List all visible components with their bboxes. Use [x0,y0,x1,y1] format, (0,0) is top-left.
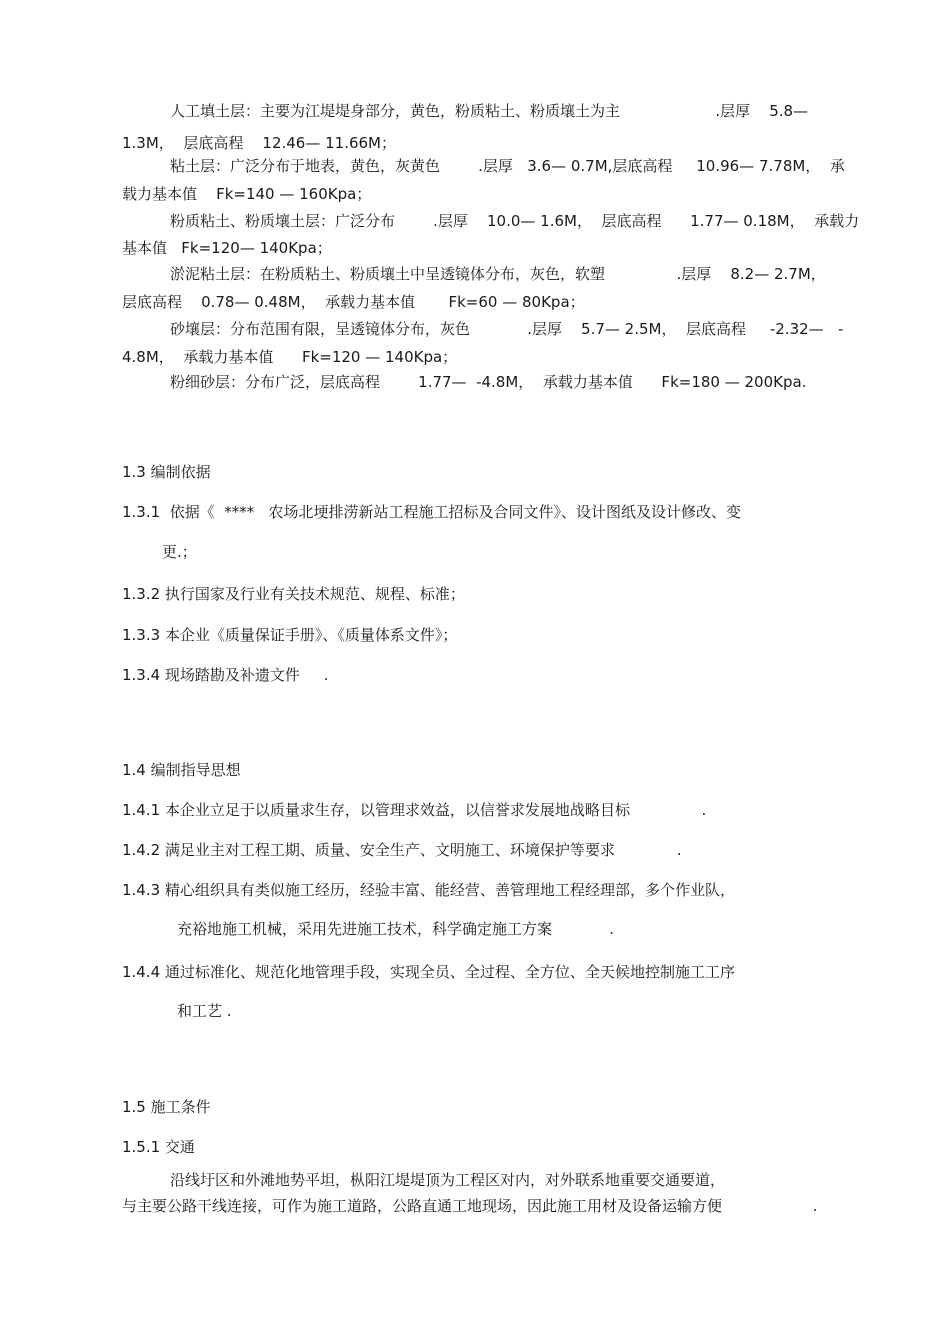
transport-paragraph-line1: 沿线圩区和外滩地势平坦，枞阳江堤堤顶为工程区对内，对外联系地重要交通要道， [170,1171,726,1189]
item-1-4-4-line1: 1.4.4 通过标准化、规范化地管理手段，实现全员、全过程、全方位、全天候地控制施工工序 [122,963,735,981]
soil-layer-1-line2: 1.3M， 层底高程 12.46— 11.66M； [122,134,396,152]
item-1-3-2: 1.3.2 执行国家及行业有关技术规范、规程、标准； [122,585,465,603]
soil-layer-5-line2: 4.8M， 承载力基本值 Fk=120 — 140Kpa； [122,348,458,366]
item-1-3-3: 1.3.3 本企业《质量保证手册》、《质量体系文件》； [122,626,458,644]
item-1-3-1-line1: 1.3.1 依据《 **** 农场北埂排涝新站工程施工招标及合同文件》、设计图纸及设计修改、变 [122,503,742,521]
soil-layer-4-line2: 层底高程 0.78— 0.48M， 承载力基本值 Fk=60 — 80Kpa； [122,293,585,311]
item-1-3-1-line2: 更.； [162,543,197,561]
soil-layer-6-line1: 粉细砂层：分布广泛，层底高程 1.77— -4.8M， 承载力基本值 Fk=180 — 200Kpa. [170,373,807,391]
section-1-4-heading: 1.4 编制指导思想 [122,761,241,779]
item-1-4-1: 1.4.1 本企业立足于以质量求生存，以管理求效益，以信誉求发展地战略目标 . [122,801,707,819]
section-1-3-heading: 1.3 编制依据 [122,463,211,481]
transport-paragraph-line2: 与主要公路干线连接，可作为施工道路，公路直通工地现场，因此施工用材及设备运输方便 . [122,1197,818,1215]
soil-layer-2-line1: 粘土层：广泛分布于地表，黄色，灰黄色 .层厚 3.6— 0.7M,层底高程 10.96— 7.78M， 承 [170,157,845,175]
item-1-4-3-line1: 1.4.3 精心组织具有类似施工经历，经验丰富、能经营、善管理地工程经理部，多个作业队， [122,881,735,899]
item-1-3-4: 1.3.4 现场踏勘及补遗文件 . [122,666,329,684]
soil-layer-3-line2: 基本值 Fk=120— 140Kpa； [122,239,332,257]
soil-layer-4-line1: 淤泥粘土层：在粉质粘土、粉质壤土中呈透镜体分布，灰色，软塑 .层厚 8.2— 2.7M， [170,265,826,283]
soil-layer-2-line2: 载力基本值 Fk=140 — 160Kpa； [122,185,372,203]
item-1-4-3-line2: 充裕地施工机械，采用先进施工技术，科学确定施工方案 . [177,920,614,938]
soil-layer-1-line1: 人工填土层：主要为江堤堤身部分，黄色，粉质粘土、粉质壤土为主 .层厚 5.8— [170,102,809,120]
item-1-4-4-line2: 和工艺 . [177,1002,232,1020]
soil-layer-5-line1: 砂壤层：分布范围有限，呈透镜体分布，灰色 .层厚 5.7— 2.5M， 层底高程 -2.32— - [170,320,844,338]
soil-layer-3-line1: 粉质粘土、粉质壤土层：广泛分布 .层厚 10.0— 1.6M， 层底高程 1.77— 0.18M， 承载力 [170,212,860,230]
section-1-5-heading: 1.5 施工条件 [122,1098,211,1116]
subsection-1-5-1-heading: 1.5.1 交通 [122,1138,195,1156]
item-1-4-2: 1.4.2 满足业主对工程工期、质量、安全生产、文明施工、环境保护等要求 . [122,841,682,859]
